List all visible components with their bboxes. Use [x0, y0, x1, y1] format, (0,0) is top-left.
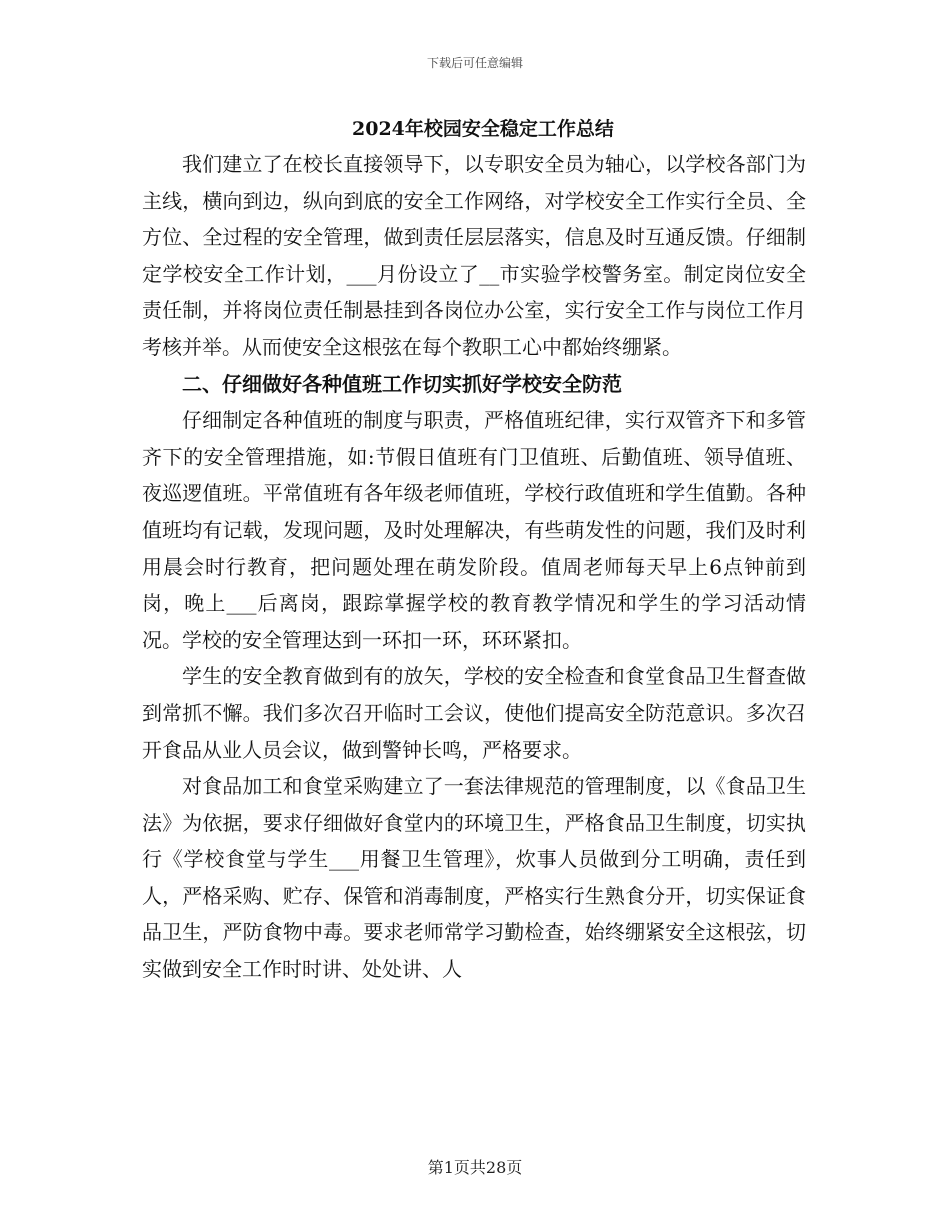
document-title: 2024年校园安全稳定工作总结 [352, 118, 614, 140]
paragraph-intro: 我们建立了在校长直接领导下，以专职安全员为轴心，以学校各部门为主线，横向到边，纵向到底的安全工作网络，对学校安全工作实行全员、全方位、全过程的安全管理，做到责任层层落实，信息及时互通反馈。仔细制定学校安全工作计划，___月份设立了__市实验学校警务室。制定岗位安全责任制，并将岗位责任制悬挂到各岗位办公室，实行安全工作与岗位工作月考核并举。从而使安全这根弦在每个教职工心中都始终绷紧。 [142, 152, 806, 359]
page-footer: 第1页共28页 [427, 1158, 523, 1177]
header-note: 下载后可任意编辑 [426, 56, 523, 70]
paragraph-safety-education: 学生的安全教育做到有的放矢，学校的安全检查和食堂食品卫生督查做到常抓不懈。我们多次召开临时工会议，使他们提高安全防范意识。多次召开食品从业人员会议，做到警钟长鸣，严格要求。 [142, 664, 806, 762]
section-heading-duty: 二、仔细做好各种值班工作切实抓好学校安全防范 [182, 371, 622, 396]
document-body [142, 112, 806, 988]
paragraph-food-hygiene: 对食品加工和食堂采购建立了一套法律规范的管理制度，以《食品卫生法》为依据，要求仔细做好食堂内的环境卫生，严格食品卫生制度，切实执行《学校食堂与学生___用餐卫生管理》，炊事人员做到分工明确，责任到人，严格采购、贮存、保管和消毒制度，严格实行生熟食分开，切实保证食品卫生，严防食物中毒。要求老师常学习勤检查，始终绷紧安全这根弦，切实做到安全工作时时讲、处处讲、人 [142, 774, 806, 982]
paragraph-duty-system: 仔细制定各种值班的制度与职责，严格值班纪律，实行双管齐下和多管齐下的安全管理措施，如:节假日值班有门卫值班、后勤值班、领导值班、夜巡逻值班。平常值班有各年级老师值班，学校行政值班和学生值勤。各种值班均有记载，发现问题，及时处理解决，有些萌发性的问题，我们及时利用晨会时行教育，把问题处理在萌发阶段。值周老师每天早上6点钟前到岗，晚上___后离岗，跟踪掌握学校的教育教学情况和学生的学习活动情况。学校的安全管理达到一环扣一环，环环紧扣。 [142, 408, 806, 652]
